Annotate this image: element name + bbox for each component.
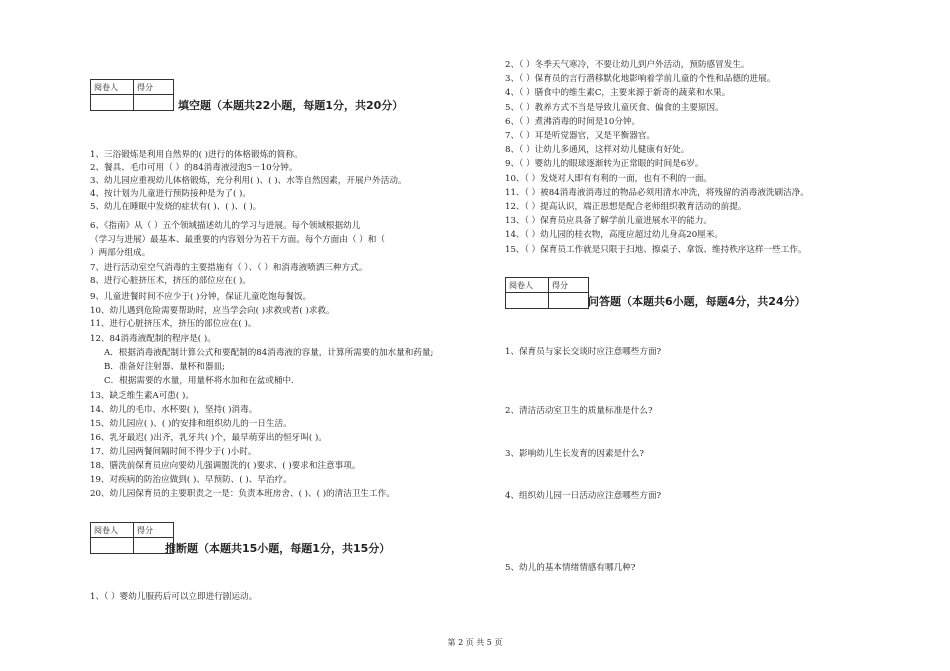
fill-question-line-16: B．准备好注射器、量杯和器皿; (104, 362, 225, 372)
fill-question-line-5: 5、幼儿在睡眠中发烧的症状有( )、( )、( )。 (90, 202, 262, 212)
qa-question-1: 1、保育员与家长交谈时应注意哪些方面? (505, 347, 662, 357)
fill-question-line-24: 19、对疾病的防治应做到( )、早预防、( )、早治疗。 (90, 475, 292, 485)
judge-question-line-1: 1、（ ）婴幼儿服药后可以立即进行剧运动。 (90, 592, 258, 602)
fill-question-line-13: 11、进行心脏挤压术，挤压的部位应在( )。 (90, 319, 257, 329)
score-label: 得分 (134, 80, 174, 95)
score-box-qa (505, 277, 589, 309)
judge-question-line-right-12: 13、（ ）保育员应具备了解学前儿童进展水平的能力。 (505, 216, 713, 227)
judge-question-line-right-6: 7、（ ）耳是听觉器官，又是平衡器官。 (505, 131, 655, 141)
judge-question-line-right-10: 11、（ ）被84消毒液消毒过的物品必须用清水冲洗，将残留的消毒液洗刷洁净。 (505, 187, 809, 198)
score-box-judge (90, 522, 174, 554)
fill-question-line-11: 9、儿童进餐时间不应少于( )分钟，保证儿童吃饱每餐饭。 (90, 292, 312, 302)
fill-question-line-2: 2、餐具、毛巾可用（ ）的84消毒液浸泡5－10分钟。 (90, 163, 298, 173)
fill-question-line-6: 6、《指南》从（ ）五个领域描述幼儿的学习与进展。每个领域根据幼儿 (90, 221, 361, 231)
fill-question-line-22: 17、幼儿园两餐间隔时间不得少于( )小时。 (90, 447, 257, 457)
fill-question-line-19: 14、幼儿的毛巾、水杯要( )，坚持( )消毒。 (90, 405, 258, 415)
judge-question-line-right-5: 6、（ ）煮沸消毒的时间是10分钟。 (505, 116, 641, 127)
score-cell (549, 293, 589, 309)
qa-question-4: 4、组织幼儿园一日活动应注意哪些方面? (505, 491, 662, 501)
judge-question-line-right-14: 15、（ ）保育员工作就是只限于扫地、擦桌子、拿饭、维持秩序这样一些工作。 (505, 244, 807, 255)
fill-question-line-3: 3、幼儿园应重视幼儿体格锻炼，充分利用( )、( )、水等自然因素，开展户外活动。 (90, 176, 407, 186)
judge-question-line-right-11: 12、（ ）提高认识，端正思想是配合老师组织教育活动的前提。 (505, 202, 747, 212)
qa-question-2: 2、清洁活动室卫生的质量标准是什么? (505, 406, 653, 416)
judge-question-line-right-7: 8、（ ）让幼儿多通风，这样对幼儿健康有好处。 (505, 145, 690, 156)
score-cell (134, 95, 174, 111)
page-footer: 第 2 页 共 5 页 (447, 638, 503, 647)
reviewer-label: 阅卷人 (91, 523, 134, 538)
judge-question-line-right-2: 3、（ ）保育员的言行潜移默化地影响着学前儿童的个性和品德的进展。 (505, 74, 776, 85)
judge-question-line-right-13: 14、（ ）幼儿园的桂衣物，高度应超过幼儿身高20厘米。 (505, 230, 723, 241)
fill-question-line-18: 13、缺乏维生素A可患( )。 (90, 391, 194, 401)
fill-question-line-21: 16、乳牙最迟( )出齐，乳牙共( )个，最早萌芽出的恒牙叫( )。 (90, 433, 327, 443)
fill-question-line-4: 4、按计划为儿童进行预防接种是为了( )。 (90, 189, 251, 199)
judge-question-line-right-4: 5、（ ）教养方式不当是导致儿童厌食、偏食的主要原因。 (505, 102, 724, 113)
fill-question-line-7: （学习与进展）最基本、最重要的内容划分为若干方面。每个方面由（ ）和（ (90, 235, 385, 245)
judge-question-line-right-8: 9、（ ）婴幼儿的眼球逐渐转为正常眼的时间是6岁。 (505, 159, 704, 170)
reviewer-cell (91, 95, 134, 111)
fill-question-line-14: 12、84消毒液配制的程序是( )。 (90, 334, 216, 344)
section-title-qa: 问答题（本题共6小题，每题4分，共24分） (588, 295, 806, 308)
fill-question-line-8: ）两部分组成。 (90, 248, 151, 258)
reviewer-label: 阅卷人 (506, 278, 549, 293)
fill-question-line-23: 18、膳洗前保育员应向要幼儿强调盥洗的( )要求、( )要求和注意事项。 (90, 461, 361, 471)
reviewer-cell (506, 293, 549, 309)
fill-question-line-10: 8、进行心脏挤压术，挤压的部位应在( )。 (90, 276, 251, 286)
qa-question-3: 3、影响幼儿生长发育的因素是什么? (505, 449, 644, 459)
judge-question-line-right-1: 2、（ ）冬季天气寒冷，不要让幼儿到户外活动，预防感冒发生。 (505, 60, 750, 70)
reviewer-label: 阅卷人 (91, 80, 134, 95)
fill-question-line-17: C．根据需要的水量，用量杯将水加和在盆或桶中. (104, 376, 294, 386)
fill-question-line-25: 20、幼儿园保育员的主要职责之一是：负责本班房舍、( )、( )的清洁卫生工作。 (90, 489, 395, 499)
score-box-fill (90, 79, 174, 111)
score-label: 得分 (549, 278, 589, 293)
fill-question-line-1: 1、三浴锻炼是利用自然界的( )进行的体格锻炼的简称。 (90, 150, 303, 160)
fill-question-line-15: A．根据消毒液配制计算公式和要配制的84消毒液的容量，计算所需要的加水量和药量; (104, 348, 434, 358)
fill-question-line-12: 10、幼儿遇到危险需要帮助时，应当学会向( )求救或者( )求救。 (90, 306, 335, 316)
judge-question-line-right-9: 10、（ ）发烧对人即有有利的一面，也有不利的一面。 (505, 173, 713, 184)
section-title-judge: 推断题（本题共15小题，每题1分，共15分） (165, 542, 391, 555)
fill-question-line-9: 7、进行活动室空气消毒的主要措施有（ ）、（ ）和消毒液喷洒三种方式。 (90, 263, 368, 273)
section-title-fill: 填空题（本题共22小题，每题1分，共20分） (178, 99, 404, 112)
judge-question-line-right-3: 4、（ ）膳食中的维生素C，主要来源于新奇的蔬菜和水果。 (505, 88, 731, 99)
score-label: 得分 (134, 523, 174, 538)
qa-question-5: 5、幼儿的基本情绪情感有哪几种? (505, 563, 636, 573)
reviewer-cell (91, 538, 134, 554)
fill-question-line-20: 15、幼儿园应( )、( )的安排和组织幼儿的一日生活。 (90, 419, 292, 429)
